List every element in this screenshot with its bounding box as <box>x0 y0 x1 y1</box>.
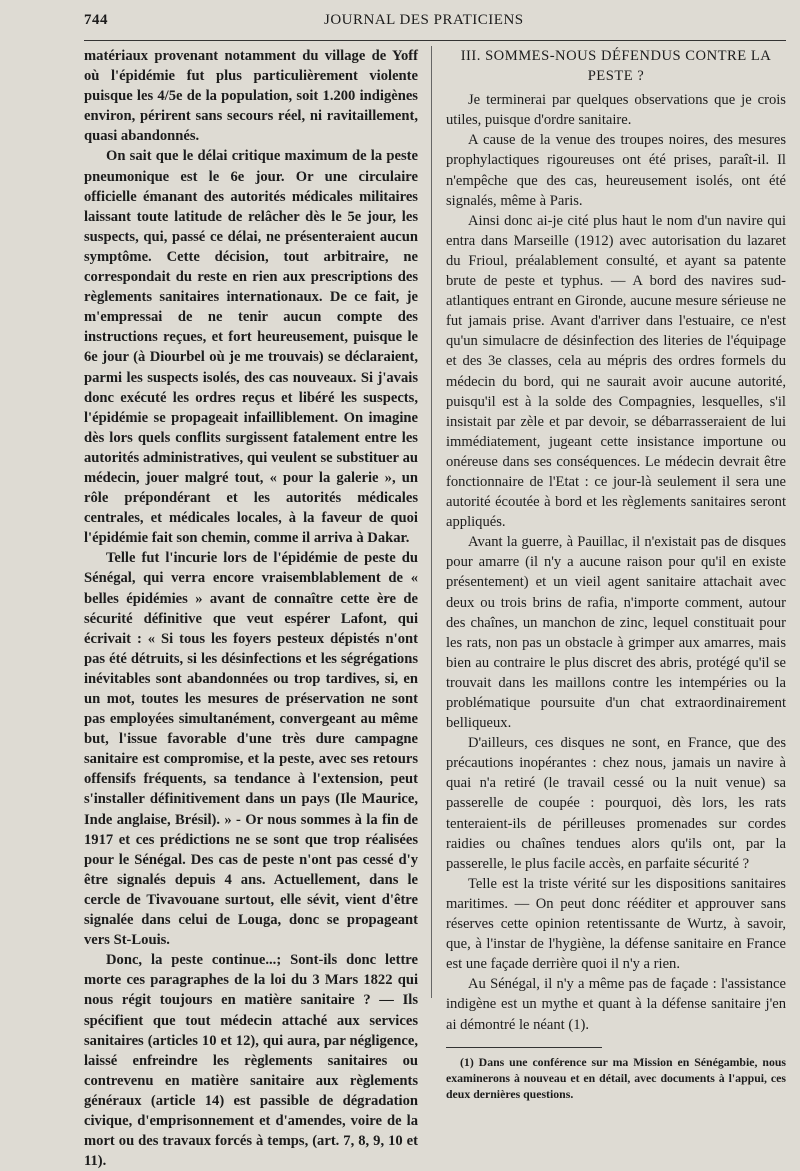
paragraph: matériaux provenant notamment du village de Yoff où l'épidémie fut plus particulièrement violente puisque les 4/5e de la population, soit 1.200 indigènes environ, périrent sans secours réel, ni ravitaillement, quasi abandonnés. <box>84 48 418 145</box>
paragraph: Avant la guerre, à Pauillac, il n'existait pas de disques pour amarre (il n'y a aucune raison pour qu'il en existe présentement) et un vieil agent sanitaire attachait avec deux ou trois brins de rafia, n'importe comment, autour des chaînes, un manchon de zinc, lequel constituait pour les rats, non pas un obstacle à grimper aux amarres, mais bien au contraire le plus discret des abris, protégé qu'il se trouvait dans les maillons contre les intempéries ou la problématique poursuite d'un chat extraordinairement belliqueux. <box>446 534 786 732</box>
paragraph: Telle fut l'incurie lors de l'épidémie de peste du Sénégal, qui verra encore vraisemblablement de « belles épidémies » avant de connaître cette ère de sécurité définitive que veut espérer Lafont, qui écrivait : « Si tous les foyers pesteux dépistés n'ont pas été détruits, si les désinfections et les ségrégations inévitables sont abandonnées ou trop tardives, si, en un mot, toutes les mesures de préservation ne sont pas employées simultanément, convergeant au même but, l'issue favorable d'une très dure campagne sanitaire est compromise, et la peste, avec ses retours offensifs fréquents, sa tendance à l'extension, peut s'installer définitivement dans un pays (Ile Maurice, Inde anglaise, Brésil). » - Or nous sommes à la fin de 1917 et ces prédictions ne se sont que trop réalisées pour le Sénégal. Des cas de peste n'ont pas cessé d'y être signalés depuis 4 ans. Actuellement, dans le cercle de Tivavouane surtout, elle sévit, vient d'être signalée dans celui de Louga, donc se propageant vers St-Louis. <box>84 550 418 949</box>
running-title: JOURNAL DES PRATICIENS <box>324 12 524 28</box>
left-column <box>84 46 418 1171</box>
paragraph: Telle est la triste vérité sur les dispositions sanitaires maritimes. — On peut donc rééditer et approuver sans réserves cette opinion retentissante de Wurtz, à savoir, que, à l'instar de l'hygiène, la défense sanitaire en France est une façade derrière quoi il n'y a rien. <box>446 875 786 973</box>
text-columns <box>84 46 786 1170</box>
page-number: 744 <box>84 12 108 28</box>
footnote-rule <box>446 1047 602 1048</box>
section-heading: III. SOMMES-NOUS DÉFENDUS CONTRE LA PESTE ? <box>460 48 772 85</box>
paragraph: Ainsi donc ai-je cité plus haut le nom d'un navire qui entra dans Marseille (1912) avec autorisation du lazaret du Frioul, préalablement consulté, et ayant sa patente brute de peste et typhus. — A bord des navires sud-atlantiques entrant en Gironde, aucune mesure sérieuse ne fut jamais prise. Avant d'arriver dans l'estuaire, ce n'est qu'un simulacre de désinfection des literies de l'équipage et des 3e classes, cela au mépris des ordres formels du médecin du bord, qui ne saurait avoir aucune autorité, puisqu'il est à la solde des Compagnies, lesquelles, s'il insistait par zèle et par devoir, se débarrasseraient de lui immédiatement, jugeant cette insistance importune ou onéreuse dans ses conséquences. Le médecin devrait être fonctionnaire de l'Etat : ce jour-là seulement il sera une autorité écoutée à bord et les règlements sanitaires seront appliqués. <box>446 212 786 531</box>
page-header <box>84 12 786 34</box>
paragraph: D'ailleurs, ces disques ne sont, en France, que des précautions inopérantes : chez nous, jamais un navire à quai n'a retiré (le travail cessé ou la nuit venue) sa passerelle de coupée : pourquoi, dès lors, les rats tenteraient-ils de périlleuses promenades sur cordes raidies ou chaînes tendues alors qu'ils ont, par la passerelle, le plus facile accès, en parfaite sécurité ? <box>446 735 786 872</box>
paragraph: Je terminerai par quelques observations que je crois utiles, puisque d'ordre sanitaire. <box>446 92 786 129</box>
header-rule <box>84 40 786 41</box>
right-column <box>446 46 786 1102</box>
paragraph: Donc, la peste continue...; Sont-ils donc lettre morte ces paragraphes de la loi du 3 Mars 1822 qui nous régit toujours en matière sanitaire ? — Ils spécifient que tout médecin attaché aux services sanitaires (articles 10 et 12), qui aura, par négligence, laissé enfreindre les règlements sanitaires ou contrevenu en matière sanitaire aux règlements généraux (article 14) est passible de dégradation civique, d'emprisonnement et d'amendes, voire de la mort ou des travaux forcés à temps, (art. 7, 8, 9, 10 et 11). <box>84 952 418 1170</box>
paragraph: On sait que le délai critique maximum de la peste pneumonique est le 6e jour. Or une circulaire officielle émanant des autorités médicales militaires laissant toute latitude de relâcher dès le 5e jour, les suspects, qui, passé ce délai, ne présenteraient aucun symptôme. Cette décision, tout arbitraire, ne correspondait du reste en rien aux prescriptions des règlements sanitaires internationaux. De ce fait, je m'empressai de ne tenir aucun compte des instructions reçues, et fort heureusement, puisque le 6e jour (à Diourbel où je me trouvais) se déclaraient, parmi les suspects isolés, des cas nouveaux. Si j'avais donc exécuté les ordres reçus et libéré les suspects, l'épidémie se propageait infailliblement. On imagine dès lors quels conflits surgissent fatalement entre les autorités administratives, qui veulent se substituer au médecin, jouer malgré tout, « pour la galerie », un rôle prépondérant et les autorités médicales centrales, et médicales locales, à la faveur de quoi l'épidémie fait son chemin, comme il arriva à Dakar. <box>84 148 418 547</box>
column-divider <box>431 46 432 998</box>
footnote: (1) Dans une conférence sur ma Mission en Sénégambie, nous examinerons à nouveau et en détail, avec documents à l'appui, ces deux dernières questions. <box>446 1054 786 1101</box>
paragraph: A cause de la venue des troupes noires, des mesures prophylactiques rigoureuses ont été prises, paraît-il. Il n'empêche que des cas, heureusement isolés, ont été signalés, même à Paris. <box>446 132 786 209</box>
paragraph: Au Sénégal, il n'y a même pas de façade : l'assistance indigène est un mythe et quant à la défense sanitaire j'en ai démontré le néant (1). <box>446 976 786 1033</box>
